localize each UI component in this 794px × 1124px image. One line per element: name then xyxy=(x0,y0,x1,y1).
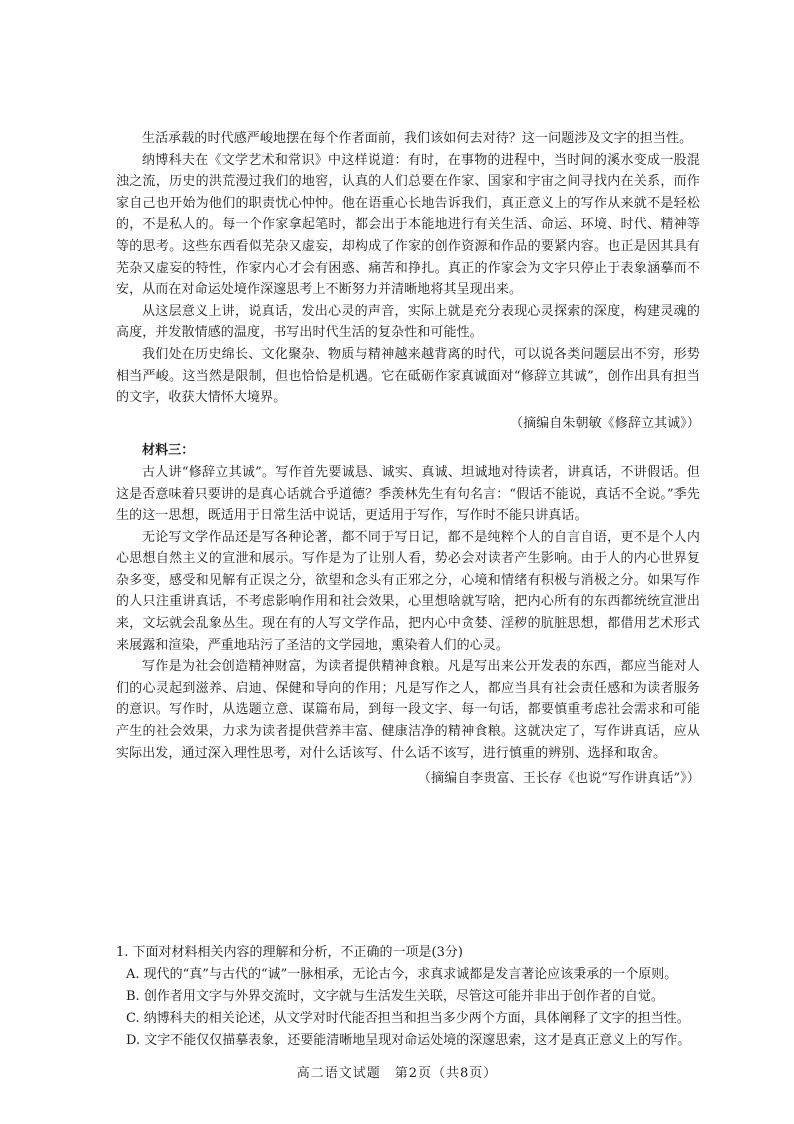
option-b[interactable]: B. 创作者用文字与外界交流时，文字就与生活发生关联，尽管这可能并非出于创作者的自觉。 xyxy=(126,989,664,1004)
option-a[interactable]: A. 现代的“真”与古代的“诚”一脉相承，无论古今，求真求诚都是发言著论应该秉承的一个原则。 xyxy=(126,967,678,982)
source-citation: （摘编自朱朝敏《修辞立其诚》） xyxy=(509,415,700,431)
paragraph: 写作是为社会创造精神财富，为读者提供精神食粮。凡是写出来公开发表的东西，都应当能对人们的心灵起到滋养、启迪、保健和导向的作用；凡是写作之人，都应当具有社会责任感和为读者服务的意识。写作时，从选题立意、谋篇布局，到每一段文字、每一句话，都要慎重考虑社会需求和可能产生的社会效果，力求为读者提供营养丰富、健康洁净的精神食粮。这就决定了，写作讲真话，应从实际出发，通过深入理性思考，对什么话该写、什么话不该写，进行慎重的辨别、选择和取舍。 xyxy=(116,659,700,761)
paragraph: 无论写文学作品还是写各种论著，都不同于写日记，都不是纯粹个人的自言自语，更不是个人内心思想自然主义的宣泄和展示。写作是为了让别人看，势必会对读者产生影响。由于人的内心世界复杂多变，感受和见解有正误之分，欲望和念头有正邪之分，心境和情绪有积极与消极之分。如果写作的人只注重讲真话，不考虑影响作用和社会效果，心里想啥就写啥，把内心所有的东西都统统宣泄出来，文坛就会乱象丛生。现在有的人写文学作品，把内心中贪婪、淫秽的肮脏思想，都借用艺术形式来展露和渲染，严重地玷污了圣洁的文学园地，熏染着人们的心灵。 xyxy=(116,529,700,653)
paragraph: 我们处在历史绵长、文化聚杂、物质与精神越来越背离的时代，可以说各类问题层出不穷，形势相当严峻。这当然是限制，但也恰恰是机遇。它在砥砺作家真诚面对“修辞立其诚”，创作出具有担当的文字，收获大情怀大境界。 xyxy=(116,346,700,406)
option-d[interactable]: D. 文字不能仅仅描摹表象，还要能清晰地呈现对命运处境的深邃思索，这才是真正意义上的写作。 xyxy=(126,1033,691,1048)
option-c[interactable]: C. 纳博科夫的相关论述，从文学对时代能否担当和担当多少两个方面，具体阐释了文字的担当性。 xyxy=(126,1011,690,1026)
page-footer: 高二语文试题 第2页（共8页） xyxy=(296,1066,498,1081)
question-block xyxy=(116,942,700,1052)
paragraph: 生活承载的时代感严峻地摆在每个作者面前，我们该如何去对待？这一问题涉及文字的担当性。 xyxy=(142,131,693,146)
material-two-text xyxy=(116,128,700,790)
question-stem: 1. 下面对材料相关内容的理解和分析，不正确的一项是(3分) xyxy=(116,945,463,960)
paragraph: 纳博科夫在《文学艺术和常识》中这样说道：有时，在事物的进程中，当时间的溪水变成一股混浊之流，历史的洪荒漫过我们的地窖，认真的人们总要在作家、国家和宇宙之间寻找内在关系，而作家自己也开始为他们的职责忧心忡忡。他在语重心长地告诉我们，真正意义上的写作从来就不是轻松的，不是私人的。每一个作家拿起笔时，都会出于本能地进行有关生活、命运、环境、时代、精神等等的思考。这些东西看似芜杂又虚妄，却构成了作家的创作资源和作品的要紧内容。也正是因其具有芜杂又虚妄的特性，作家内心才会有困惑、痛苦和挣扎。真正的作家会为文字只停止于表象涵摹而不安，从而在对命运处境作深邃思考上不断努力并清晰地将其呈现出来。 xyxy=(116,152,700,298)
source-citation: （摘编自李贵富、王长存《也说“写作讲真话”》） xyxy=(417,771,700,787)
material-heading: 材料三： xyxy=(142,443,195,459)
paragraph: 古人讲“修辞立其诚”。写作首先要诚恳、诚实、真诚、坦诚地对待读者，讲真话，不讲假话。但这是否意味着只要讲的是真心话就合乎道德？季羡林先生有句名言：“假话不能说，真话不全说。”季先生的这一思想，既适用于日常生活中说话，更适用于写作，写作时不能只讲真话。 xyxy=(116,464,700,524)
paragraph: 从这层意义上讲，说真话，发出心灵的声音，实际上就是充分表现心灵探索的深度，构建灵魂的高度，并发散情感的温度，书写出时代生活的复杂性和可能性。 xyxy=(116,303,700,341)
